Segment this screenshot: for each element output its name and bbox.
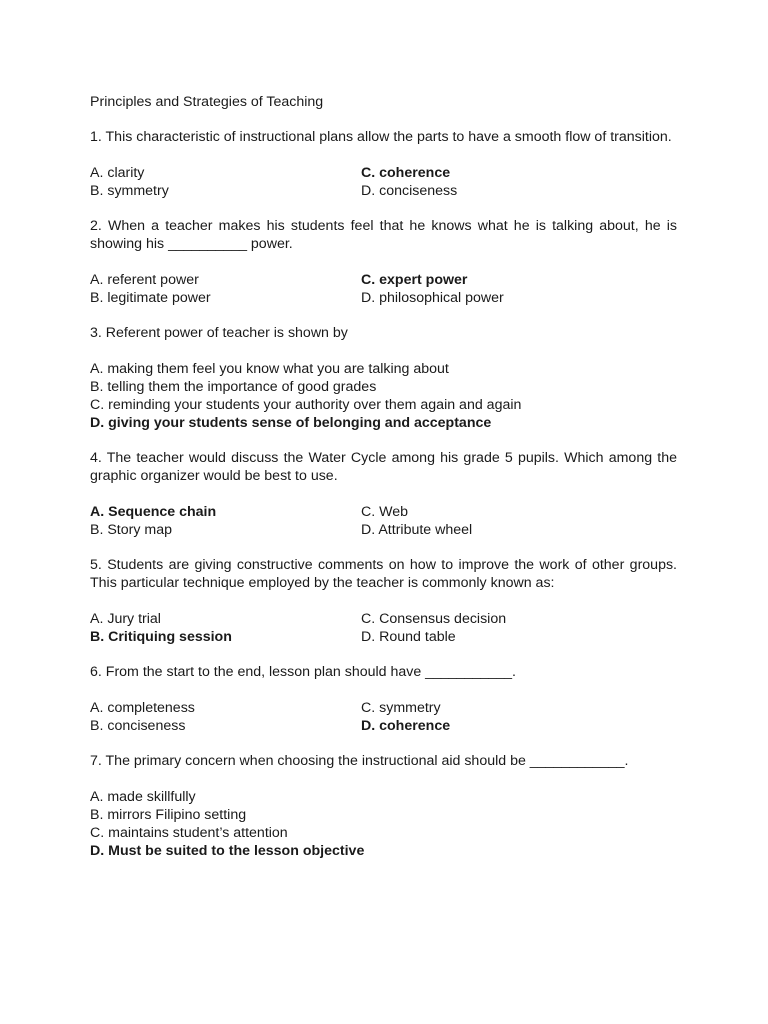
answer-option: A. Jury trial <box>90 611 161 627</box>
question-2 <box>90 217 677 307</box>
answer-option: B. legitimate power <box>90 290 211 306</box>
question-stem: 2. When a teacher makes his students feel that he knows what he is talking about, he is showing his __________ power. <box>90 218 677 252</box>
question-1 <box>90 128 677 200</box>
question-list <box>90 128 677 860</box>
answer-option: B. conciseness <box>90 718 186 734</box>
answer-option: A. referent power <box>90 272 199 288</box>
answer-options <box>90 360 677 432</box>
answer-options <box>90 699 677 735</box>
answer-option-correct: C. expert power <box>361 272 468 288</box>
answer-option: B. symmetry <box>90 183 169 199</box>
answer-options <box>90 503 677 539</box>
answer-options <box>90 271 677 307</box>
document-title: Principles and Strategies of Teaching <box>90 94 324 110</box>
answer-option-correct: A. Sequence chain <box>90 504 217 520</box>
answer-option: A. clarity <box>90 165 145 181</box>
answer-option: B. Story map <box>90 522 173 538</box>
question-5 <box>90 556 677 646</box>
question-3 <box>90 324 677 432</box>
answer-option-correct: C. coherence <box>361 165 451 181</box>
answer-option-correct: D. Must be suited to the lesson objective <box>90 843 365 859</box>
answer-option: D. conciseness <box>361 183 458 199</box>
answer-options <box>90 788 677 860</box>
answer-option-correct: D. coherence <box>361 718 451 734</box>
answer-option: C. maintains student’s attention <box>90 825 288 841</box>
question-stem: 6. From the start to the end, lesson plan should have ___________. <box>90 664 516 680</box>
question-7 <box>90 752 677 860</box>
question-4 <box>90 449 677 539</box>
answer-option: B. mirrors Filipino setting <box>90 807 247 823</box>
answer-option-correct: D. giving your students sense of belonging and acceptance <box>90 415 492 431</box>
answer-option: C. symmetry <box>361 700 441 716</box>
question-stem: 1. This characteristic of instructional plans allow the parts to have a smooth flow of transition. <box>90 129 672 145</box>
answer-option: B. telling them the importance of good grades <box>90 379 377 395</box>
answer-option: A. making them feel you know what you are talking about <box>90 361 449 377</box>
answer-option: D. Attribute wheel <box>361 522 473 538</box>
answer-option: D. Round table <box>361 629 456 645</box>
answer-option: A. completeness <box>90 700 195 716</box>
document-page <box>90 93 677 877</box>
answer-option-correct: B. Critiquing session <box>90 629 232 645</box>
answer-option: A. made skillfully <box>90 789 196 805</box>
question-stem: 7. The primary concern when choosing the instructional aid should be ____________. <box>90 753 629 769</box>
answer-option: D. philosophical power <box>361 290 504 306</box>
question-stem: 4. The teacher would discuss the Water Cycle among his grade 5 pupils. Which among the graphic organizer would be best to use. <box>90 450 677 484</box>
answer-option: C. Web <box>361 504 409 520</box>
question-stem: 5. Students are giving constructive comments on how to improve the work of other groups. This particular technique employed by the teacher is commonly known as: <box>90 557 677 591</box>
question-6 <box>90 663 677 735</box>
answer-options <box>90 610 677 646</box>
answer-options <box>90 164 677 200</box>
answer-option: C. reminding your students your authority over them again and again <box>90 397 522 413</box>
question-stem: 3. Referent power of teacher is shown by <box>90 325 348 341</box>
answer-option: C. Consensus decision <box>361 611 507 627</box>
